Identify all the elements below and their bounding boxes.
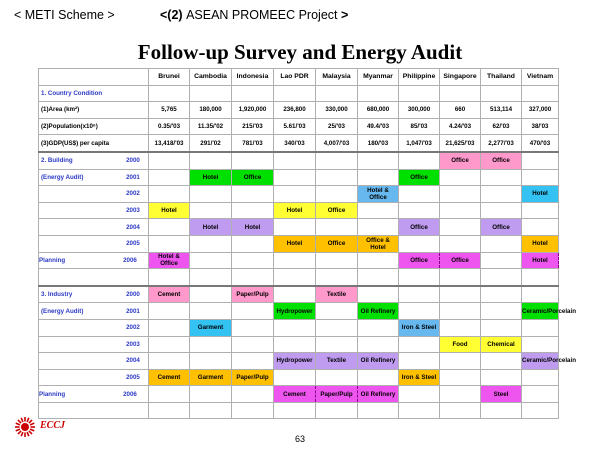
audit-entry: Ceramic/Porcelain	[522, 303, 559, 320]
empty-cell	[481, 186, 522, 203]
row-label-cell	[39, 152, 149, 169]
year-label: 2000	[126, 291, 140, 299]
empty-cell	[399, 85, 440, 102]
audit-entry: Office	[399, 252, 440, 269]
empty-cell	[399, 353, 440, 370]
condition-value: 0.35/'03	[149, 118, 190, 135]
page-number: 63	[294, 434, 305, 444]
empty-cell	[149, 85, 190, 102]
audit-entry: Ceramic/Porcelain	[522, 353, 559, 370]
table-row	[39, 135, 559, 152]
empty-cell	[522, 319, 559, 336]
audit-entry: Hotel	[190, 219, 232, 236]
empty-cell	[232, 336, 274, 353]
table-row	[39, 319, 559, 336]
audit-entry: Oil Refinery	[358, 386, 399, 403]
row-label-cell	[39, 169, 149, 186]
empty-cell	[149, 269, 190, 286]
empty-cell	[440, 353, 481, 370]
audit-entry: Hydropower	[274, 353, 316, 370]
empty-cell	[39, 319, 149, 336]
country-header: Brunei	[149, 69, 190, 86]
empty-cell	[481, 303, 522, 320]
country-header: Cambodia	[190, 69, 232, 86]
table-row	[39, 369, 559, 386]
empty-cell	[149, 402, 190, 419]
audit-entry: Office	[440, 152, 481, 169]
audit-entry: Paper/Pulp	[232, 369, 274, 386]
empty-cell	[149, 336, 190, 353]
audit-entry: Office	[481, 152, 522, 169]
section-heading: 1. Country Condition	[39, 85, 149, 102]
empty-cell	[274, 336, 316, 353]
empty-cell	[440, 386, 481, 403]
empty-cell	[522, 402, 559, 419]
empty-cell	[358, 269, 399, 286]
empty-cell	[399, 402, 440, 419]
empty-cell	[481, 286, 522, 303]
condition-value: 781/'03	[232, 135, 274, 152]
audit-entry: Hotel	[149, 202, 190, 219]
empty-cell	[232, 152, 274, 169]
audit-entry: Paper/Pulp	[316, 386, 358, 403]
country-header: Thailand	[481, 69, 522, 86]
condition-value: 21,625/'03	[440, 135, 481, 152]
empty-cell	[316, 85, 358, 102]
empty-cell	[522, 269, 559, 286]
empty-cell	[232, 269, 274, 286]
empty-cell	[316, 269, 358, 286]
empty-cell	[358, 286, 399, 303]
table-row	[39, 336, 559, 353]
empty-cell	[358, 169, 399, 186]
empty-cell	[149, 386, 190, 403]
audit-entry: Office	[481, 219, 522, 236]
empty-cell	[440, 319, 481, 336]
condition-value: 660	[440, 102, 481, 119]
empty-cell	[232, 252, 274, 269]
condition-value: 1,920,000	[232, 102, 274, 119]
empty-cell	[358, 219, 399, 236]
audit-entry: Oil Refinery	[358, 303, 399, 320]
condition-value: 4,007/'03	[316, 135, 358, 152]
empty-cell	[316, 152, 358, 169]
year-label: 2006	[123, 256, 137, 264]
empty-cell	[481, 353, 522, 370]
empty-cell	[481, 369, 522, 386]
condition-value: 49.4/'03	[358, 118, 399, 135]
empty-cell	[39, 269, 149, 286]
table-row	[39, 252, 559, 269]
year-label: 2005	[126, 373, 140, 381]
empty-cell	[399, 386, 440, 403]
empty-cell	[481, 252, 522, 269]
empty-cell	[481, 202, 522, 219]
empty-cell	[399, 202, 440, 219]
audit-entry: Office	[440, 252, 481, 269]
audit-entry: Office	[399, 219, 440, 236]
year-label: 2001	[126, 173, 140, 181]
empty-cell	[190, 235, 232, 252]
empty-cell	[190, 386, 232, 403]
empty-cell	[440, 286, 481, 303]
year-label: 2000	[126, 157, 140, 165]
empty-cell	[522, 336, 559, 353]
country-header: Myanmar	[358, 69, 399, 86]
empty-cell	[149, 219, 190, 236]
table-row	[39, 386, 559, 403]
empty-cell	[358, 319, 399, 336]
table-row	[39, 219, 559, 236]
empty-cell	[440, 169, 481, 186]
empty-cell	[522, 369, 559, 386]
empty-cell	[399, 269, 440, 286]
section-subheading: (Energy Audit)	[41, 173, 84, 181]
table-row	[39, 235, 559, 252]
planning-label: Planning	[39, 256, 66, 264]
condition-value: 11.35/'02	[190, 118, 232, 135]
audit-entry: Hotel & Office	[358, 186, 399, 203]
country-header: Philippine	[399, 69, 440, 86]
empty-cell	[274, 269, 316, 286]
project-name: ASEAN PROMEEC Project	[186, 8, 338, 22]
empty-cell	[316, 169, 358, 186]
audit-entry: Textile	[316, 353, 358, 370]
country-header: Malaysia	[316, 69, 358, 86]
audit-entry: Hotel	[232, 219, 274, 236]
condition-value: 85/'03	[399, 118, 440, 135]
empty-cell	[190, 269, 232, 286]
empty-cell	[399, 286, 440, 303]
empty-cell	[358, 152, 399, 169]
condition-value: 2,277/'03	[481, 135, 522, 152]
condition-value: 236,800	[274, 102, 316, 119]
empty-cell	[316, 369, 358, 386]
empty-cell	[190, 336, 232, 353]
corner-cell	[39, 69, 149, 86]
audit-entry: Textile	[316, 286, 358, 303]
empty-cell	[149, 319, 190, 336]
year-label: 2006	[123, 390, 137, 398]
section-heading: 3. Industry	[41, 291, 73, 299]
empty-cell	[274, 85, 316, 102]
empty-cell	[522, 286, 559, 303]
audit-entry: Cement	[274, 386, 316, 403]
empty-cell	[440, 186, 481, 203]
condition-value: 180/'03	[358, 135, 399, 152]
audit-entry: Hotel	[190, 169, 232, 186]
empty-cell	[440, 303, 481, 320]
empty-cell	[522, 169, 559, 186]
empty-cell	[316, 402, 358, 419]
empty-cell	[274, 186, 316, 203]
condition-value: 340/'03	[274, 135, 316, 152]
empty-cell	[399, 235, 440, 252]
condition-value: 291/'02	[190, 135, 232, 152]
condition-value: 4.24/'03	[440, 118, 481, 135]
audit-entry: Paper/Pulp	[232, 286, 274, 303]
scheme-label: < METI Scheme >	[14, 8, 115, 22]
empty-cell	[522, 85, 559, 102]
condition-value: 13,418/'03	[149, 135, 190, 152]
project-label	[160, 8, 348, 22]
empty-cell	[316, 303, 358, 320]
row-label-cell	[39, 386, 149, 403]
year-label: 2003	[126, 340, 140, 348]
year-label: 2001	[126, 307, 140, 315]
empty-cell	[149, 353, 190, 370]
empty-cell	[274, 169, 316, 186]
empty-cell	[274, 152, 316, 169]
audit-entry: Hotel & Office	[149, 252, 190, 269]
empty-cell	[440, 402, 481, 419]
empty-cell	[316, 336, 358, 353]
empty-cell	[481, 85, 522, 102]
empty-cell	[190, 152, 232, 169]
empty-cell	[190, 202, 232, 219]
audit-entry: Chemical	[481, 336, 522, 353]
empty-cell	[39, 186, 149, 203]
empty-cell	[440, 219, 481, 236]
empty-cell	[274, 252, 316, 269]
condition-label: (3)GDP(US$) per capita	[39, 135, 149, 152]
table-row	[39, 353, 559, 370]
audit-entry: Cement	[149, 369, 190, 386]
audit-entry: Steel	[481, 386, 522, 403]
empty-cell	[358, 252, 399, 269]
empty-cell	[440, 202, 481, 219]
year-label: 2004	[126, 357, 140, 365]
audit-entry: Office	[399, 169, 440, 186]
table-row	[39, 269, 559, 286]
empty-cell	[440, 235, 481, 252]
condition-value: 680,000	[358, 102, 399, 119]
empty-cell	[190, 286, 232, 303]
audit-entry: Office	[316, 235, 358, 252]
condition-value: 38/'03	[522, 118, 559, 135]
audit-entry: Garment	[190, 369, 232, 386]
empty-cell	[358, 202, 399, 219]
empty-cell	[440, 369, 481, 386]
empty-cell	[481, 169, 522, 186]
empty-cell	[399, 186, 440, 203]
empty-cell	[149, 169, 190, 186]
empty-cell	[39, 202, 149, 219]
table-row	[39, 202, 559, 219]
empty-cell	[190, 186, 232, 203]
audit-entry: Oil Refinery	[358, 353, 399, 370]
empty-cell	[274, 369, 316, 386]
year-label: 2003	[126, 207, 140, 215]
audit-entry: Hotel	[274, 202, 316, 219]
condition-value: 62/'03	[481, 118, 522, 135]
empty-cell	[274, 286, 316, 303]
empty-cell	[149, 186, 190, 203]
empty-cell	[39, 336, 149, 353]
empty-cell	[39, 353, 149, 370]
country-header: Indonesia	[232, 69, 274, 86]
empty-cell	[522, 202, 559, 219]
audit-entry: Hydropower	[274, 303, 316, 320]
condition-value: 513,114	[481, 102, 522, 119]
condition-value: 327,000	[522, 102, 559, 119]
row-label-cell	[39, 303, 149, 320]
audit-entry: Food	[440, 336, 481, 353]
empty-cell	[39, 402, 149, 419]
empty-cell	[232, 85, 274, 102]
empty-cell	[399, 152, 440, 169]
table-row	[39, 118, 559, 135]
empty-cell	[190, 353, 232, 370]
table-row	[39, 69, 559, 86]
condition-value: 300,000	[399, 102, 440, 119]
empty-cell	[274, 402, 316, 419]
year-label: 2005	[126, 240, 140, 248]
empty-cell	[481, 319, 522, 336]
table-row	[39, 402, 559, 419]
empty-cell	[358, 336, 399, 353]
empty-cell	[149, 303, 190, 320]
empty-cell	[39, 235, 149, 252]
audit-entry: Iron & Steel	[399, 319, 440, 336]
table-row	[39, 152, 559, 169]
empty-cell	[232, 186, 274, 203]
empty-cell	[399, 336, 440, 353]
table-row	[39, 186, 559, 203]
audit-entry: Cement	[149, 286, 190, 303]
empty-cell	[39, 219, 149, 236]
empty-cell	[190, 252, 232, 269]
empty-cell	[316, 186, 358, 203]
condition-value: 5,765	[149, 102, 190, 119]
planning-label: Planning	[39, 390, 66, 398]
empty-cell	[232, 319, 274, 336]
empty-cell	[522, 386, 559, 403]
empty-cell	[232, 353, 274, 370]
audit-table	[38, 68, 576, 419]
empty-cell	[522, 219, 559, 236]
audit-entry: Garment	[190, 319, 232, 336]
year-label: 2002	[126, 324, 140, 332]
condition-value: 470/'03	[522, 135, 559, 152]
empty-cell	[316, 319, 358, 336]
year-label: 2004	[126, 223, 140, 231]
empty-cell	[481, 269, 522, 286]
table-row	[39, 303, 559, 320]
empty-cell	[39, 369, 149, 386]
empty-cell	[232, 402, 274, 419]
condition-label: (1)Area (km²)	[39, 102, 149, 119]
empty-cell	[316, 252, 358, 269]
condition-value: 180,000	[190, 102, 232, 119]
condition-value: 1,047/'03	[399, 135, 440, 152]
empty-cell	[274, 219, 316, 236]
table-row	[39, 85, 559, 102]
table-row	[39, 102, 559, 119]
audit-entry: Hotel	[522, 235, 559, 252]
audit-entry: Hotel	[522, 252, 559, 269]
empty-cell	[316, 219, 358, 236]
empty-cell	[274, 319, 316, 336]
empty-cell	[232, 202, 274, 219]
country-header: Vietnam	[522, 69, 559, 86]
empty-cell	[481, 402, 522, 419]
project-prefix: <(2)	[160, 8, 187, 22]
empty-cell	[149, 152, 190, 169]
empty-cell	[190, 85, 232, 102]
eccj-logo-text: ECCJ	[40, 420, 66, 431]
country-header: Lao PDR	[274, 69, 316, 86]
empty-cell	[232, 303, 274, 320]
empty-cell	[232, 235, 274, 252]
section-heading: 2. Building	[41, 157, 73, 165]
audit-entry: Office	[316, 202, 358, 219]
row-label-cell	[39, 252, 149, 269]
year-label: 2002	[126, 190, 140, 198]
condition-value: 5.61/'03	[274, 118, 316, 135]
condition-value: 25/'03	[316, 118, 358, 135]
page-title: Follow-up Survey and Energy Audit	[137, 40, 463, 64]
empty-cell	[440, 269, 481, 286]
empty-cell	[190, 303, 232, 320]
country-header: Singapore	[440, 69, 481, 86]
condition-value: 215/'03	[232, 118, 274, 135]
audit-entry: Office	[232, 169, 274, 186]
empty-cell	[232, 386, 274, 403]
audit-entry: Hotel	[274, 235, 316, 252]
empty-cell	[149, 235, 190, 252]
table-row	[39, 169, 559, 186]
table-row	[39, 286, 559, 303]
audit-entry: Iron & Steel	[399, 369, 440, 386]
empty-cell	[481, 235, 522, 252]
empty-cell	[399, 303, 440, 320]
empty-cell	[358, 369, 399, 386]
empty-cell	[358, 402, 399, 419]
empty-cell	[358, 85, 399, 102]
audit-entry: Office & Hotel	[358, 235, 399, 252]
row-label-cell	[39, 286, 149, 303]
audit-entry: Hotel	[522, 186, 559, 203]
empty-cell	[190, 402, 232, 419]
project-suffix: >	[337, 8, 349, 22]
section-subheading: (Energy Audit)	[41, 307, 84, 315]
empty-cell	[522, 152, 559, 169]
condition-label: (2)Population(x10⁶)	[39, 118, 149, 135]
condition-value: 330,000	[316, 102, 358, 119]
empty-cell	[440, 85, 481, 102]
